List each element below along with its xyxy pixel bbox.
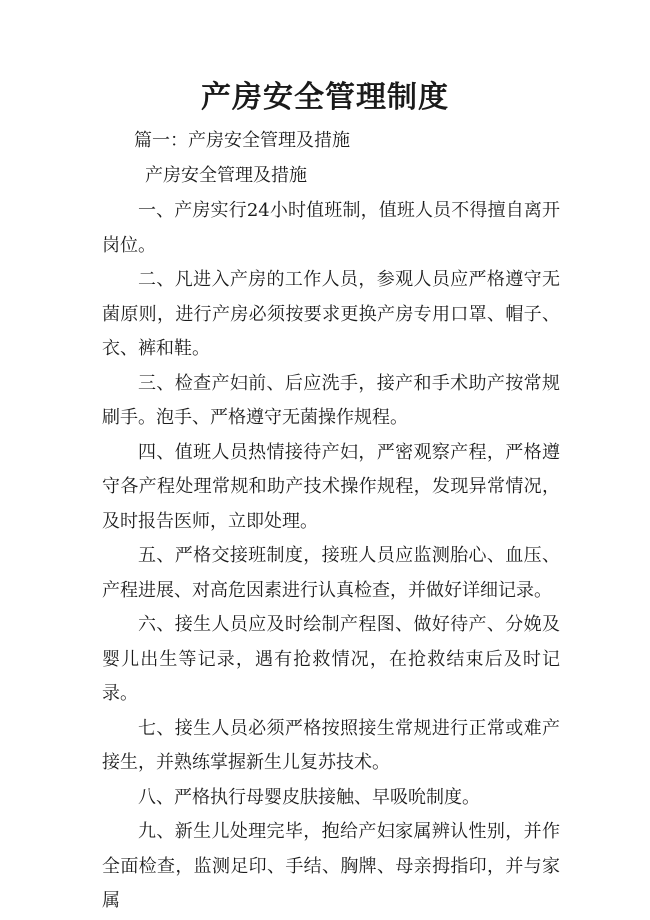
paragraph-5: 五、严格交接班制度，接班人员应监测胎心、血压、产程进展、对高危因素进行认真检查，并做好详细记录。	[102, 545, 560, 601]
paragraph-9: 九、新生儿处理完毕，抱给产妇家属辨认性别，并作全面检查，监测足印、手结、胸牌、母亲拇指印，并与家属	[102, 821, 560, 911]
paragraph-1: 一、产房实行24小时值班制，值班人员不得擅自离开岗位。	[102, 200, 560, 256]
paragraph-8: 八、严格执行母婴皮肤接触、早吸吮制度。	[138, 786, 480, 808]
paragraph-2: 二、凡进入产房的工作人员，参观人员应严格遵守无菌原则，进行产房必须按要求更换产房专用口罩、帽子、衣、裤和鞋。	[102, 269, 560, 359]
paragraph-3: 三、检查产妇前、后应洗手，接产和手术助产按常规刷手。泡手、严格遵守无菌操作规程。	[102, 372, 560, 428]
paragraph-6: 六、接生人员应及时绘制产程图、做好待产、分娩及婴儿出生等记录，遇有抢救情况，在抢救结束后及时记录。	[102, 614, 560, 704]
paragraph-4: 四、值班人员热情接待产妇，严密观察产程，严格遵守各产程处理常规和助产技术操作规程，发现异常情况，及时报告医师，立即处理。	[102, 441, 560, 532]
section-heading: 篇一：产房安全管理及措施	[134, 130, 350, 151]
sub-heading: 产房安全管理及措施	[145, 165, 307, 186]
paragraph-7: 七、接生人员必须严格按照接生常规进行正常或难产接生，并熟练掌握新生儿复苏技术。	[102, 717, 560, 773]
document-body	[102, 194, 560, 919]
document-title: 产房安全管理制度	[201, 80, 449, 115]
